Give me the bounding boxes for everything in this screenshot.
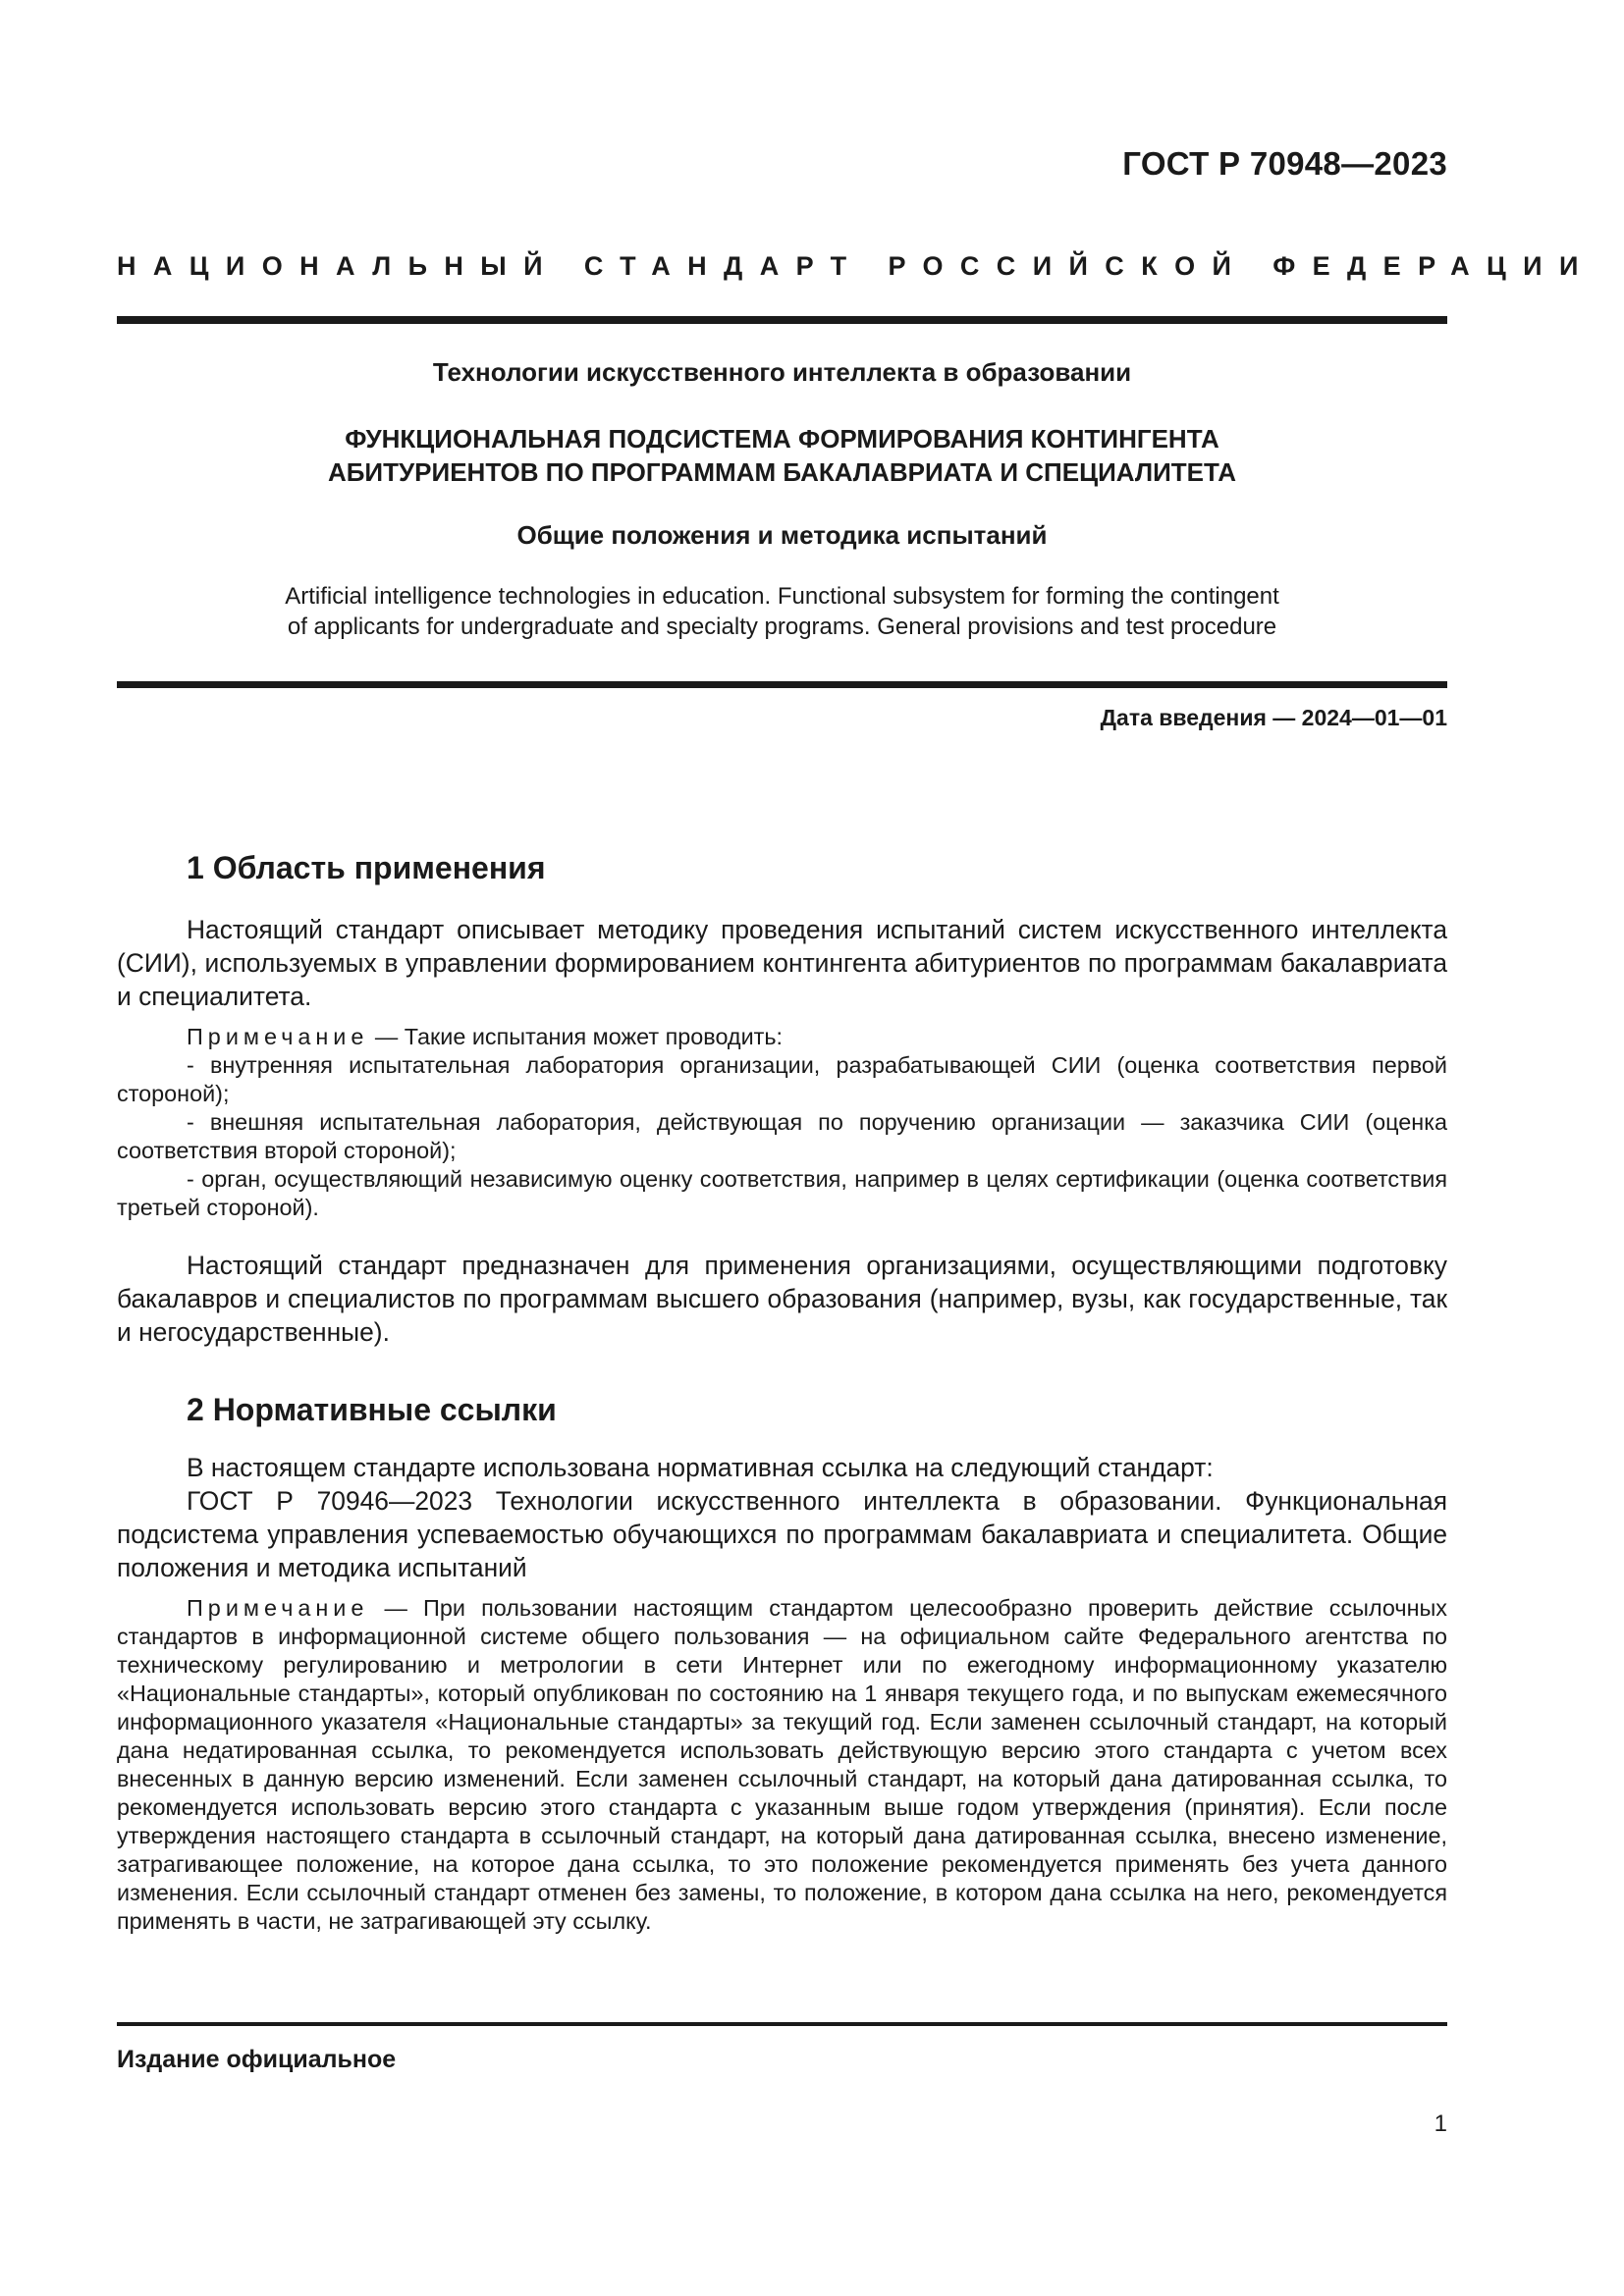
footer-rule (117, 2022, 1447, 2026)
top-rule (117, 316, 1447, 324)
national-standard-title: НАЦИОНАЛЬНЫЙ СТАНДАРТ РОССИЙСКОЙ ФЕДЕРАЦИИ (117, 251, 1596, 281)
official-edition-label: Издание официальное (117, 2046, 397, 2073)
references-block (117, 1451, 1447, 1584)
main-title-line: АБИТУРИЕНТОВ ПО ПРОГРАММАМ БАКАЛАВРИАТА И СПЕЦИАЛИТЕТА (327, 457, 1237, 487)
main-title-line: ФУНКЦИОНАЛЬНАЯ ПОДСИСТЕМА ФОРМИРОВАНИЯ КОНТИНГЕНТА (345, 424, 1219, 454)
references-note-text: — При пользовании настоящим стандартом целесообразно проверить действие ссылочных стандартов в информационной системе общего пользования — на официальном сайте Федерального агентства по техническому регулированию и метрологии в сети Интернет или по ежегодному информационному указателю «Национальные стандарты», который опубликован по состоянию на 1 января текущего года, и по выпускам ежемесячного информационного указателя «Национальные стандарты» за текущий год. Если заменен ссылочный стандарт, на который дана недатированная ссылка, то рекомендуется использовать действующую версию этого стандарта с учетом всех внесенных в данную версию изменений. Если заменен ссылочный стандарт, на который дана датированная ссылка, то рекомендуется использовать версию этого стандарта с указанным выше годом утверждения (принятия). Если после утверждения настоящего стандарта в ссылочный стандарт, на который дана датированная ссылка, внесено изменение, затрагивающее положение, на которое дана ссылка, то это положение рекомендуется применять без учета данного изменения. Если ссылочный стандарт отменен без замены, то положение, в котором дана ссылка на него, рекомендуется применять в части, не затрагивающей эту ссылку. (117, 1595, 1447, 1934)
english-title (117, 581, 1447, 642)
references-intro: В настоящем стандарте использована нормативная ссылка на следующий стандарт: (187, 1453, 1214, 1482)
english-title-line: of applicants for undergraduate and specialty programs. General provisions and test procedure (287, 614, 1277, 640)
references-note (117, 1594, 1447, 1936)
standard-number: ГОСТ Р 70948—2023 (1122, 145, 1447, 182)
note-list-item: - орган, осуществляющий независимую оценку соответствия, например в целях сертификации (оценка соответствия третьей стороной). (117, 1166, 1447, 1220)
part-title: Общие положения и методика испытаний (516, 520, 1048, 550)
scope-paragraph: Настоящий стандарт описывает методику проведения испытаний систем искусственного интеллекта (СИИ), используемых в управлении формированием контингента абитуриентов по программам бакалавриата и специалитета. (117, 915, 1447, 1011)
note-list-item: - внешняя испытательная лаборатория, действующая по поручению организации — заказчика СИИ (оценка соответствия второй стороной); (117, 1109, 1447, 1163)
note-intro (117, 1023, 1447, 1051)
main-title (117, 422, 1447, 489)
title-rule (117, 681, 1447, 688)
section-heading-references: 2 Нормативные ссылки (187, 1392, 557, 1427)
note-label: Примечание (187, 1595, 369, 1621)
section-heading-scope: 1 Область применения (187, 850, 546, 885)
note-list-item: - внутренняя испытательная лаборатория организации, разрабатывающей СИИ (оценка соответствия первой стороной); (117, 1052, 1447, 1106)
introduction-date: Дата введения — 2024—01—01 (1100, 705, 1447, 730)
subject-title: Технологии искусственного интеллекта в образовании (432, 357, 1132, 387)
note-intro-text: — Такие испытания может проводить: (368, 1024, 784, 1049)
note-label: Примечание (187, 1024, 369, 1049)
reference-entry: ГОСТ Р 70946—2023 Технологии искусственного интеллекта в образовании. Функциональная подсистема управления успеваемостью обучающихся по программам бакалавриата и специалитета. Общие положения и методика испытаний (117, 1486, 1447, 1582)
scope-note (117, 1023, 1447, 1222)
scope-paragraph-application: Настоящий стандарт предназначен для применения организациями, осуществляющими подготовку бакалавров и специалистов по программам высшего образования (например, вузы, как государственные, так и негосударственные). (117, 1251, 1447, 1347)
english-title-line: Artificial intelligence technologies in education. Functional subsystem for forming the contingent (285, 583, 1279, 610)
page-number: 1 (1434, 2110, 1447, 2137)
